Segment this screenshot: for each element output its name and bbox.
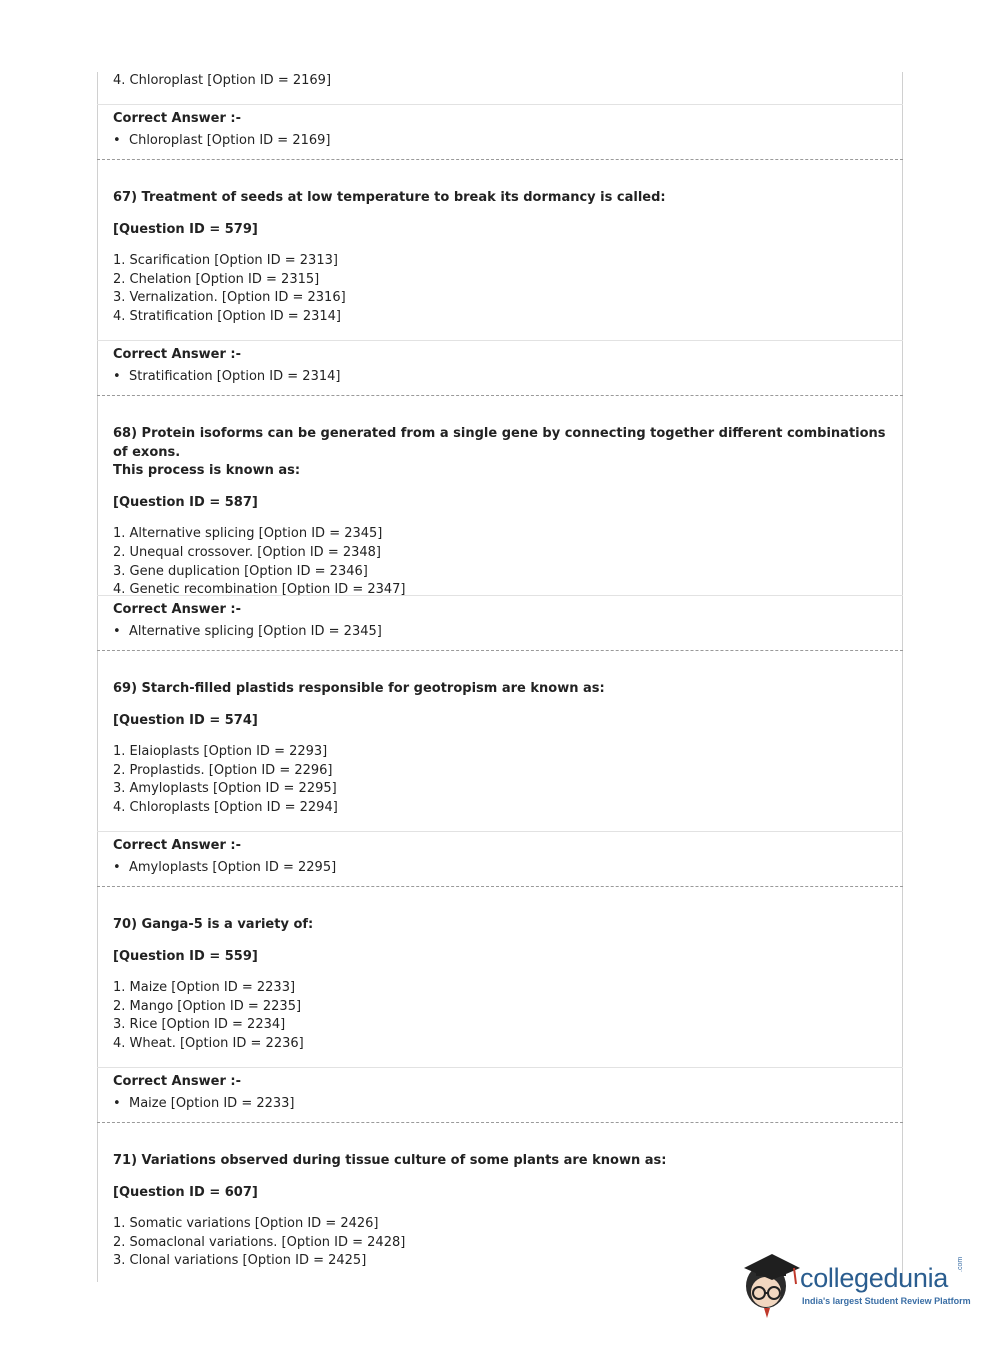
logo-wordmark: collegedunia bbox=[800, 1263, 949, 1293]
option-item: 4. Chloroplast [Option ID = 2169] bbox=[113, 73, 332, 88]
option-item: 1. Elaioplasts [Option ID = 2293] bbox=[113, 744, 328, 760]
option-item: 4. Wheat. [Option ID = 2236] bbox=[113, 1035, 304, 1051]
correct-answer-block bbox=[97, 1073, 903, 1113]
question-title: 69) Starch-filled plastids responsible for geotropism are known as: bbox=[113, 681, 605, 696]
correct-answer-text: Alternative splicing [Option ID = 2345] bbox=[129, 623, 382, 639]
option-item: 2. Unequal crossover. [Option ID = 2348] bbox=[113, 544, 382, 560]
question-id: [Question ID = 559] bbox=[113, 948, 258, 964]
bullet-icon: • bbox=[113, 859, 121, 875]
question-68 bbox=[97, 425, 903, 600]
question-id: [Question ID = 579] bbox=[113, 221, 258, 237]
divider bbox=[97, 340, 903, 341]
option-item: 2. Somaclonal variations. [Option ID = 2428] bbox=[113, 1234, 406, 1250]
question-separator bbox=[97, 159, 903, 160]
correct-answer-label: Correct Answer :- bbox=[113, 1074, 241, 1089]
option-item: 3. Vernalization. [Option ID = 2316] bbox=[113, 290, 346, 306]
correct-answer-item bbox=[113, 368, 903, 387]
correct-answer-block bbox=[97, 110, 903, 150]
option-item: 4. Stratification [Option ID = 2314] bbox=[113, 308, 341, 324]
question-separator bbox=[97, 395, 903, 396]
correct-answer-text: Stratification [Option ID = 2314] bbox=[129, 368, 341, 384]
correct-answer-block bbox=[97, 346, 903, 386]
option-item: 3. Clonal variations [Option ID = 2425] bbox=[113, 1253, 367, 1269]
divider bbox=[97, 1067, 903, 1068]
option-item: 2. Proplastids. [Option ID = 2296] bbox=[113, 762, 333, 778]
correct-answer-item bbox=[113, 623, 903, 642]
logo-tagline: India's largest Student Review Platform bbox=[802, 1296, 971, 1306]
options-list bbox=[113, 252, 903, 326]
correct-answer-item bbox=[113, 132, 903, 151]
options-list bbox=[113, 979, 903, 1053]
option-item: 3. Rice [Option ID = 2234] bbox=[113, 1017, 286, 1033]
divider bbox=[97, 831, 903, 832]
option-item: 3. Gene duplication [Option ID = 2346] bbox=[113, 563, 368, 579]
correct-answer-text: Amyloplasts [Option ID = 2295] bbox=[129, 859, 337, 875]
correct-answer-text: Maize [Option ID = 2233] bbox=[129, 1095, 295, 1111]
correct-answer-item bbox=[113, 859, 903, 878]
question-70 bbox=[97, 916, 903, 1054]
collegedunia-logo bbox=[742, 1248, 972, 1320]
question-69 bbox=[97, 680, 903, 818]
bullet-icon: • bbox=[113, 623, 121, 639]
option-item: 2. Chelation [Option ID = 2315] bbox=[113, 271, 320, 287]
option-item: 3. Amyloplasts [Option ID = 2295] bbox=[113, 781, 337, 797]
correct-answer-label: Correct Answer :- bbox=[113, 838, 241, 853]
option-item: 1. Scarification [Option ID = 2313] bbox=[113, 253, 338, 269]
correct-answer-block bbox=[97, 837, 903, 877]
option-item: 1. Alternative splicing [Option ID = 2345] bbox=[113, 526, 383, 542]
options-list bbox=[113, 525, 903, 599]
prev-question-tail bbox=[97, 72, 903, 91]
question-title: 67) Treatment of seeds at low temperature to break its dormancy is called: bbox=[113, 190, 666, 205]
question-title-line2: This process is known as: bbox=[113, 463, 301, 479]
correct-answer-item bbox=[113, 1095, 903, 1114]
bullet-icon: • bbox=[113, 368, 121, 384]
option-item: 2. Mango [Option ID = 2235] bbox=[113, 998, 302, 1014]
question-title: 68) Protein isoforms can be generated from a single gene by connecting together different combinations of exons. bbox=[113, 426, 886, 460]
correct-answer-text: Chloroplast [Option ID = 2169] bbox=[129, 132, 331, 148]
option-item: 4. Chloroplasts [Option ID = 2294] bbox=[113, 799, 338, 815]
question-title: 70) Ganga-5 is a variety of: bbox=[113, 917, 314, 932]
graduate-mascot-icon bbox=[742, 1248, 802, 1320]
question-67 bbox=[97, 189, 903, 327]
question-separator bbox=[97, 1122, 903, 1123]
logo-suffix: .com bbox=[957, 1256, 964, 1272]
question-id: [Question ID = 574] bbox=[113, 712, 258, 728]
divider bbox=[97, 595, 903, 596]
question-id: [Question ID = 607] bbox=[113, 1184, 258, 1200]
bullet-icon: • bbox=[113, 1095, 121, 1111]
correct-answer-block bbox=[97, 601, 903, 641]
option-item: 1. Maize [Option ID = 2233] bbox=[113, 980, 296, 996]
correct-answer-label: Correct Answer :- bbox=[113, 347, 241, 362]
option-item: 4. Genetic recombination [Option ID = 2347] bbox=[113, 582, 406, 598]
question-title: 71) Variations observed during tissue culture of some plants are known as: bbox=[113, 1153, 667, 1168]
options-list bbox=[113, 743, 903, 817]
question-id: [Question ID = 587] bbox=[113, 494, 258, 510]
bullet-icon: • bbox=[113, 132, 121, 148]
divider bbox=[97, 104, 903, 105]
question-separator bbox=[97, 886, 903, 887]
correct-answer-label: Correct Answer :- bbox=[113, 111, 241, 126]
option-item: 1. Somatic variations [Option ID = 2426] bbox=[113, 1216, 379, 1232]
correct-answer-label: Correct Answer :- bbox=[113, 602, 241, 617]
question-separator bbox=[97, 650, 903, 651]
